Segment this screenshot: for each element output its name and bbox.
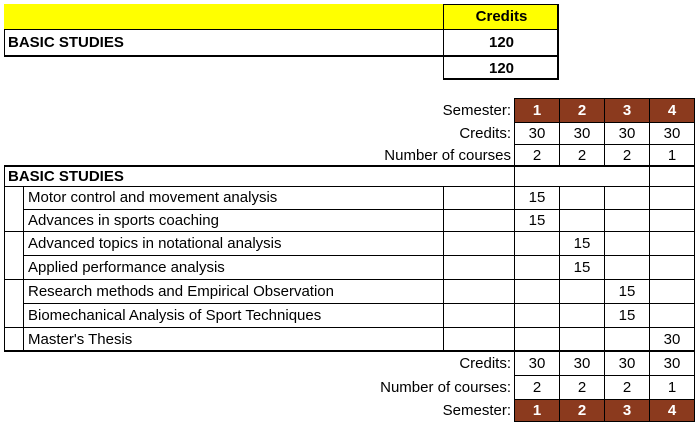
summary-credits-header: Credits — [444, 4, 559, 29]
footer-semester-2: 2 — [560, 399, 604, 421]
course-credit-sem-2: 15 — [573, 258, 591, 276]
course-credit-sem-4: 30 — [663, 330, 681, 348]
course-credit-sem-3: 15 — [618, 306, 636, 324]
courses-sem-3: 2 — [622, 146, 632, 164]
courses-sem-2: 2 — [577, 146, 587, 164]
course-name: Applied performance analysis — [28, 258, 225, 276]
footer-semester-3: 3 — [605, 399, 649, 421]
courses-sem-4: 1 — [667, 146, 677, 164]
semester-3-header: 3 — [605, 99, 649, 122]
course-name: Advances in sports coaching — [28, 211, 219, 229]
footer-semester-1: 1 — [515, 399, 559, 421]
footer-courses-sem-3: 2 — [622, 378, 632, 396]
semester-4-header: 4 — [650, 99, 694, 122]
footer-credits-sem-4: 30 — [663, 354, 681, 372]
credits-sem-3: 30 — [618, 124, 636, 142]
footer-courses-sem-4: 1 — [667, 378, 677, 396]
footer-credits-sem-3: 30 — [618, 354, 636, 372]
credits-label: Credits: — [459, 124, 511, 142]
footer-credits-sem-2: 30 — [573, 354, 591, 372]
footer-courses-label: Number of courses: — [380, 378, 511, 396]
summary-total-credits: 120 — [488, 59, 515, 77]
credits-sem-1: 30 — [528, 124, 546, 142]
course-name: Advanced topics in notational analysis — [28, 234, 282, 252]
credits-sem-2: 30 — [573, 124, 591, 142]
footer-semester-label: Semester: — [442, 401, 511, 419]
footer-credits-sem-1: 30 — [528, 354, 546, 372]
course-credit-sem-1: 15 — [528, 211, 546, 229]
course-credit-sem-1: 15 — [528, 189, 546, 206]
course-credit-sem-2: 15 — [573, 234, 591, 252]
semester-label: Semester: — [442, 102, 511, 119]
summary-header-fill — [4, 4, 444, 29]
courses-label: Number of courses — [384, 146, 511, 164]
credits-sem-4: 30 — [663, 124, 681, 142]
course-credit-sem-3: 15 — [618, 282, 636, 300]
semester-2-header: 2 — [560, 99, 604, 122]
courses-sem-1: 2 — [532, 146, 542, 164]
course-name: Research methods and Empirical Observation — [28, 282, 334, 300]
footer-semester-4: 4 — [650, 399, 694, 421]
course-name: Motor control and movement analysis — [28, 189, 278, 206]
summary-basic-studies-label: BASIC STUDIES — [8, 34, 124, 51]
footer-courses-sem-2: 2 — [577, 378, 587, 396]
section-title-basic-studies: BASIC STUDIES — [8, 167, 124, 185]
footer-credits-label: Credits: — [459, 354, 511, 372]
footer-courses-sem-1: 2 — [532, 378, 542, 396]
course-name: Master's Thesis — [28, 330, 133, 348]
course-name: Biomechanical Analysis of Sport Techniques — [28, 306, 322, 324]
semester-1-header: 1 — [515, 99, 559, 122]
summary-basic-studies-credits: 120 — [488, 34, 515, 51]
